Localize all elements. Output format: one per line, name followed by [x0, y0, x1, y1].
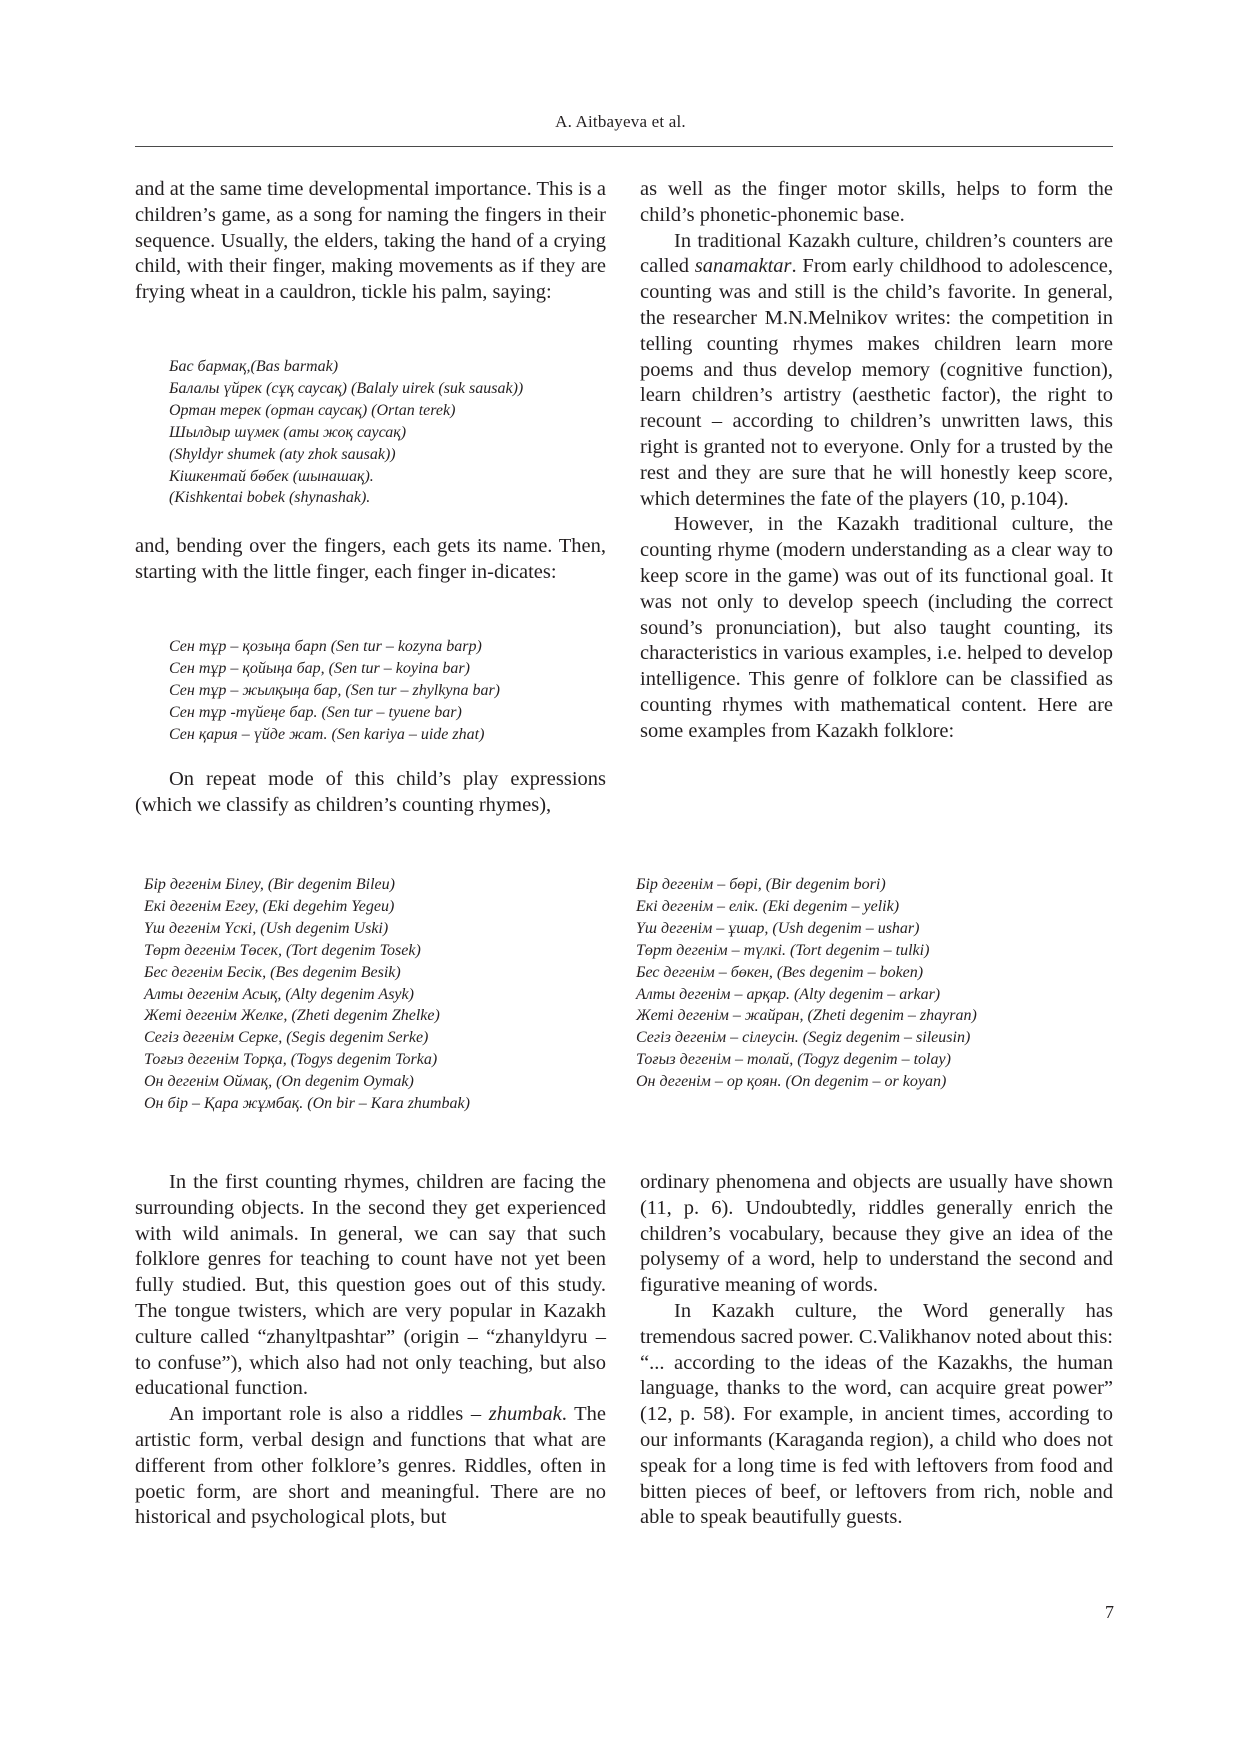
verse-line: Сен қария – үйде жат. (Sen kariya – uide zhat)	[169, 725, 485, 743]
verse-line: Жеті дегенім – жайран, (Zheti degenim – zhayran)	[636, 1007, 977, 1025]
text-run: . The artistic form, verbal design and functions that what are different from other folklore’s genres. Riddles, often in poetic form, are short and meaningful. There are no historical and psychological plots, but	[135, 1403, 606, 1529]
verse-line: Төрт дегенім – түлкі. (Tort degenim – tulki)	[636, 941, 930, 959]
top-left-column-cont	[135, 534, 606, 586]
verse-line: Он дегенім – ор қоян. (On degenim – or koyan)	[636, 1073, 947, 1091]
verse-line: Он дегенім Оймақ, (On degenim Oymak)	[144, 1073, 414, 1091]
paragraph: On repeat mode of this child’s play expressions (which we classify as children’s counting rhymes),	[135, 768, 606, 816]
paragraph: and at the same time developmental importance. This is a children’s game, as a song for naming the fingers in their sequence. Usually, the elders, taking the hand of a crying child, with their finger, making movements as if they are frying wheat in a cauldron, tickle his palm, saying:	[135, 178, 606, 304]
verse-line: (Kishkentai bobek (shynashak).	[169, 489, 371, 507]
verse-line: Сен тұр – жылқыңа бар, (Sen tur – zhylkyna bar)	[169, 681, 501, 699]
top-left-column-end	[135, 767, 606, 819]
verse-line: Кішкентай бөбек (шынашақ).	[169, 467, 374, 485]
verse-line: Ортан терек (ортан саусақ) (Ortan terek)	[169, 401, 456, 419]
verse-line: Бір дегенім Білеу, (Bir degenim Bileu)	[144, 876, 395, 893]
verse-line: Алты дегенім Асық, (Alty degenim Asyk)	[144, 985, 414, 1003]
verse-line: Үш дегенім – ұшар, (Ush degenim – ushar)	[636, 919, 920, 937]
italic-term: zhumbak	[488, 1403, 562, 1426]
italic-term: sanamaktar	[694, 255, 792, 278]
counting-rhyme-right	[636, 874, 977, 1093]
top-right-column	[640, 177, 1113, 745]
finger-indicate-verse	[169, 636, 500, 746]
paragraph: and, bending over the fingers, each gets its name. Then, starting with the little finger, each finger in-dicates:	[135, 535, 606, 583]
verse-line: Бір дегенім – бөрі, (Bir degenim bori)	[636, 876, 886, 893]
bottom-right-column	[640, 1170, 1113, 1531]
verse-line: Сен тұр – қозыңа барп (Sen tur – kozyna barp)	[169, 638, 482, 655]
verse-line: Жеті дегенім Желке, (Zheti degenim Zhelke)	[144, 1007, 440, 1025]
verse-line: Сегіз дегенім – сілеусін. (Segiz degenim – sileusin)	[636, 1029, 971, 1047]
verse-line: Тоғыз дегенім Торқа, (Togys degenim Torka)	[144, 1051, 438, 1069]
verse-line: Алты дегенім – арқар. (Alty degenim – arkar)	[636, 985, 941, 1003]
paragraph: However, in the Kazakh traditional culture, the counting rhyme (modern understanding as a clear way to keep score in the game) was out of its functional goal. It was not only to develop speech (including the correct sound’s pronunciation), but also taught counting, its characteristics in various examples, i.e. helped to develop intelligence. This genre of folklore can be classified as counting rhymes with mathematical content. Here are some examples from Kazakh folklore:	[640, 513, 1113, 742]
paragraph: In the first counting rhymes, children are facing the surrounding objects. In the second they get experienced with wild animals. In general, we can say that such folklore genres for teaching to count have not yet been fully studied. But, this question goes out of this study. The tongue twisters, which are very popular in Kazakh culture called “zhanyltpashtar” (origin – “zhanyldyru – to confuse”), which also had not only teaching, but also educational function.	[135, 1171, 606, 1400]
running-header: A. Aitbayeva et al.	[555, 112, 686, 131]
text-run: . From early childhood to adolescence, counting was and still is the child’s favorite. In general, the researcher M.N.Melnikov writes: the competition in telling counting rhymes makes children learn more poems and thus develop memory (cognitive function), learn children’s artistry (aesthetic factor), the right to recount – according to children’s unwritten laws, this right is granted not to everyone. Only for a trusted by the rest and they are sure that he will honestly keep score, which determines the fate of the players (10, p.104).	[640, 255, 1113, 510]
page-number: 7	[1105, 1602, 1114, 1622]
verse-line: Төрт дегенім Төсек, (Tort degenim Tosek)	[144, 941, 421, 959]
verse-line: Шылдыр шүмек (аты жоқ саусақ)	[169, 423, 407, 441]
verse-line: Балалы үйрек (сұқ саусақ) (Balaly uirek (suk sausak))	[169, 379, 524, 397]
verse-line: Бес дегенім Бесік, (Bes degenim Besik)	[144, 963, 401, 981]
verse-line: Екі дегенім – елік. (Eki degenim – yelik)	[636, 897, 900, 915]
text-run: In traditional Kazakh culture, children’s counters are called	[640, 229, 1113, 278]
bottom-left-column	[135, 1170, 606, 1531]
verse-line: Екі дегенім Егеу, (Eki degehim Yegeu)	[144, 897, 395, 915]
paragraph: as well as the finger motor skills, helps to form the child’s phonetic-phonemic base.	[640, 178, 1113, 226]
paragraph	[640, 229, 1113, 513]
top-left-column	[135, 177, 606, 306]
verse-line: Он бір – Қара жұмбақ. (On bir – Kara zhumbak)	[144, 1095, 470, 1113]
header-rule	[135, 146, 1113, 147]
verse-line: Тоғыз дегенім – толай, (Togyz degenim – tolay)	[636, 1051, 951, 1069]
counting-rhyme-left	[144, 874, 470, 1115]
paragraph: ordinary phenomena and objects are usually have shown (11, p. 6). Undoubtedly, riddles generally enrich the children’s vocabulary, because they give an idea of the polysemy of a word, help to understand the second and figurative meaning of words.	[640, 1171, 1113, 1297]
verse-line: (Shyldyr shumek (aty zhok sausak))	[169, 445, 396, 463]
verse-line: Бас бармақ,(Bas barmak)	[169, 358, 339, 375]
verse-line: Сен тұр – қойыңа бар, (Sen tur – koyina bar)	[169, 659, 470, 677]
verse-line: Сегіз дегенім Серке, (Segis degenim Serke)	[144, 1029, 429, 1047]
paragraph: In Kazakh culture, the Word generally has tremendous sacred power. C.Valikhanov noted about this: “... according to the ideas of the Kazakhs, the human language, thanks to the word, can acquire great power” (12, p. 58). For example, in ancient times, according to our informants (Karaganda region), a child who does not speak for a long time is fed with leftovers from food and bitten pieces of beef, or leftovers from rich, noble and able to speak beautifully guests.	[640, 1299, 1113, 1529]
finger-names-verse	[169, 356, 523, 509]
verse-line: Үш дегенім Үскі, (Ush degenim Uski)	[144, 919, 389, 937]
text-run: An important role is also a riddles –	[169, 1403, 489, 1426]
verse-line: Сен тұр -түйеңе бар. (Sen tur – tyuene bar)	[169, 703, 462, 721]
verse-line: Бес дегенім – бөкен, (Bes degenim – boken)	[636, 963, 924, 981]
paragraph	[135, 1402, 606, 1531]
